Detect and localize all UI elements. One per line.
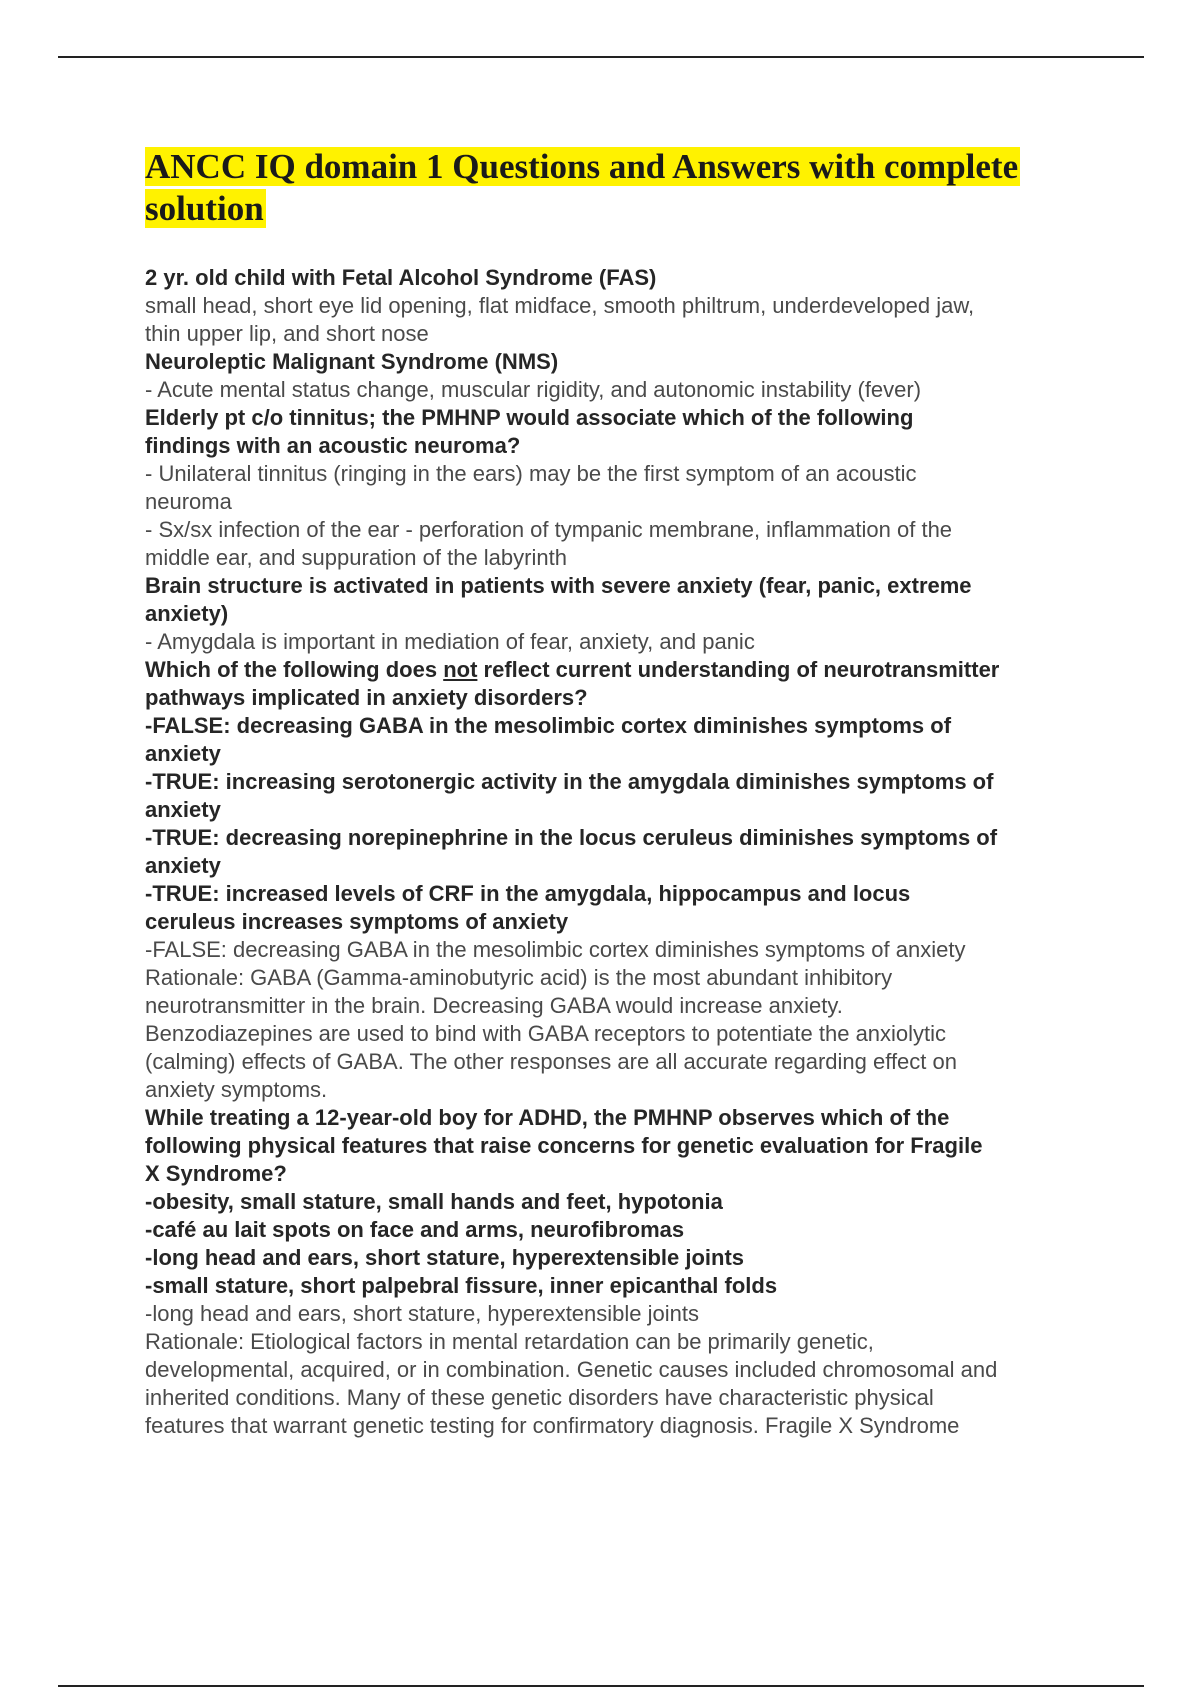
question-line: anxiety — [145, 797, 221, 822]
document-body — [145, 146, 1095, 1440]
answer-line: neurotransmitter in the brain. Decreasing GABA would increase anxiety. — [145, 993, 843, 1018]
answer-line: Rationale: GABA (Gamma-aminobutyric acid) is the most abundant inhibitory — [145, 965, 893, 990]
question-line: anxiety — [145, 853, 221, 878]
question-line: X Syndrome? — [145, 1161, 287, 1186]
answer-line: anxiety symptoms. — [145, 1077, 328, 1102]
title-line-2: solution — [145, 189, 264, 228]
question-line: -café au lait spots on face and arms, neurofibromas — [145, 1217, 685, 1242]
answer-line: developmental, acquired, or in combination. Genetic causes included chromosomal and — [145, 1357, 998, 1382]
answer-line: - Sx/sx infection of the ear - perforation of tympanic membrane, inflammation of the — [145, 517, 953, 542]
question-line: Elderly pt c/o tinnitus; the PMHNP would associate which of the following — [145, 405, 914, 430]
question-line: -TRUE: decreasing norepinephrine in the locus ceruleus diminishes symptoms of — [145, 825, 998, 850]
title-line-1: ANCC IQ domain 1 Questions and Answers with complete — [145, 147, 1019, 186]
answer-line: features that warrant genetic testing for confirmatory diagnosis. Fragile X Syndrome — [145, 1413, 960, 1438]
answer-line: - Unilateral tinnitus (ringing in the ears) may be the first symptom of an acoustic — [145, 461, 917, 486]
answer-line: - Amygdala is important in mediation of fear, anxiety, and panic — [145, 629, 755, 654]
question-line: -long head and ears, short stature, hyperextensible joints — [145, 1245, 745, 1270]
answer-line: Benzodiazepines are used to bind with GABA receptors to potentiate the anxiolytic — [145, 1021, 947, 1046]
qa-list — [145, 264, 1095, 1440]
text-segment: Which of the following does — [145, 657, 444, 682]
answer-line: Rationale: Etiological factors in mental retardation can be primarily genetic, — [145, 1329, 874, 1354]
question-line: While treating a 12-year-old boy for ADHD, the PMHNP observes which of the — [145, 1105, 950, 1130]
question-line — [145, 656, 1095, 684]
answer-line: inherited conditions. Many of these genetic disorders have characteristic physical — [145, 1385, 934, 1410]
answer-line: - Acute mental status change, muscular rigidity, and autonomic instability (fever) — [145, 377, 922, 402]
question-line: ceruleus increases symptoms of anxiety — [145, 909, 569, 934]
answer-line: small head, short eye lid opening, flat midface, smooth philtrum, underdeveloped jaw, — [145, 293, 975, 318]
answer-line: middle ear, and suppuration of the labyrinth — [145, 545, 567, 570]
question-line: 2 yr. old child with Fetal Alcohol Syndrome (FAS) — [145, 265, 657, 290]
question-line: -TRUE: increased levels of CRF in the amygdala, hippocampus and locus — [145, 881, 911, 906]
question-line: findings with an acoustic neuroma? — [145, 433, 521, 458]
question-line: pathways implicated in anxiety disorders? — [145, 685, 588, 710]
underlined-word: not — [443, 657, 478, 682]
text-segment: reflect current understanding of neurotransmitter — [477, 657, 1000, 682]
question-line: -FALSE: decreasing GABA in the mesolimbic cortex diminishes symptoms of — [145, 713, 952, 738]
answer-line: neuroma — [145, 489, 232, 514]
top-divider — [58, 56, 1144, 58]
question-line: Brain structure is activated in patients with severe anxiety (fear, panic, extreme — [145, 573, 972, 598]
bottom-divider — [58, 1685, 1144, 1687]
question-line: -obesity, small stature, small hands and feet, hypotonia — [145, 1189, 723, 1214]
question-line: anxiety — [145, 741, 221, 766]
question-line: following physical features that raise concerns for genetic evaluation for Fragile — [145, 1133, 983, 1158]
answer-line: thin upper lip, and short nose — [145, 321, 429, 346]
answer-line: (calming) effects of GABA. The other responses are all accurate regarding effect on — [145, 1049, 957, 1074]
answer-line: -FALSE: decreasing GABA in the mesolimbic cortex diminishes symptoms of anxiety — [145, 937, 966, 962]
question-line: Neuroleptic Malignant Syndrome (NMS) — [145, 349, 559, 374]
document-title — [145, 146, 1095, 230]
answer-line: -long head and ears, short stature, hyperextensible joints — [145, 1301, 699, 1326]
question-line: -TRUE: increasing serotonergic activity in the amygdala diminishes symptoms of — [145, 769, 994, 794]
question-line: -small stature, short palpebral fissure, inner epicanthal folds — [145, 1273, 778, 1298]
question-line: anxiety) — [145, 601, 229, 626]
